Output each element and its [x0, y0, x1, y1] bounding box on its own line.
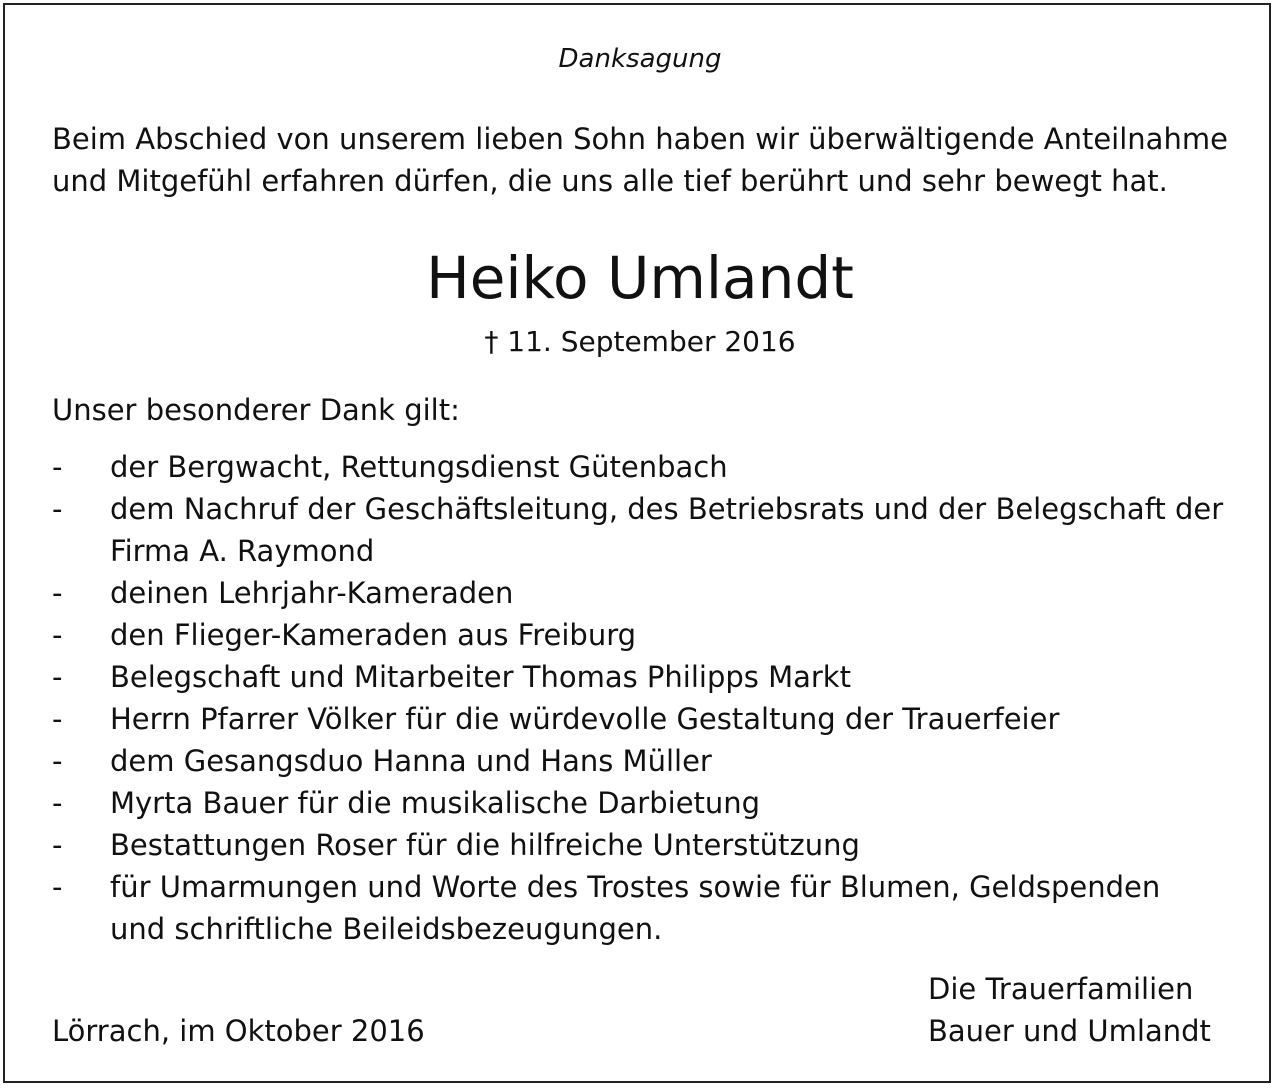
dash-bullet: -: [52, 450, 63, 484]
dash-bullet: -: [52, 576, 63, 610]
thanks-item-line: Myrta Bauer für die musikalische Darbietung: [110, 786, 761, 820]
thanks-item-line: der Bergwacht, Rettungsdienst Gütenbach: [110, 450, 728, 484]
thanks-item: [52, 488, 1242, 572]
thanks-item-line: dem Gesangsduo Hanna und Hans Müller: [110, 744, 712, 778]
place-date: Lörrach, im Oktober 2016: [52, 1014, 425, 1048]
deceased-name: Heiko Umlandt: [426, 244, 854, 312]
dash-bullet: -: [52, 660, 63, 694]
thanks-intro: Unser besonderer Dank gilt:: [52, 393, 460, 427]
death-date: † 11. September 2016: [484, 325, 796, 358]
thanks-item-line: Herrn Pfarrer Völker für die würdevolle Gestaltung der Trauerfeier: [110, 702, 1060, 736]
intro-line-2: und Mitgefühl erfahren dürfen, die uns alle tief berührt und sehr bewegt hat.: [52, 164, 1168, 198]
thanks-item-line: und schriftliche Beileidsbezeugungen.: [110, 912, 663, 946]
thanks-item: [52, 698, 1242, 740]
thanks-item: [52, 572, 1242, 614]
thanks-item-line: Belegschaft und Mitarbeiter Thomas Philipps Markt: [110, 660, 851, 694]
thanks-item: [52, 614, 1242, 656]
thanks-item-line: dem Nachruf der Geschäftsleitung, des Betriebsrats und der Belegschaft der: [110, 492, 1224, 526]
thanks-item-line: Firma A. Raymond: [110, 534, 375, 568]
signature-line-1: Die Trauerfamilien: [928, 972, 1194, 1006]
signature-line-2: Bauer und Umlandt: [928, 1014, 1211, 1048]
dash-bullet: -: [52, 492, 63, 526]
dash-bullet: -: [52, 870, 63, 904]
dash-bullet: -: [52, 828, 63, 862]
thanks-item: [52, 782, 1242, 824]
thanks-item: [52, 740, 1242, 782]
thanks-item: [52, 866, 1242, 950]
notice-heading: Danksagung: [558, 44, 722, 74]
thanks-item-line: Bestattungen Roser für die hilfreiche Unterstützung: [110, 828, 860, 862]
dash-bullet: -: [52, 786, 63, 820]
dash-bullet: -: [52, 744, 63, 778]
intro-line-1: Beim Abschied von unserem lieben Sohn haben wir überwältigende Anteilnahme: [52, 122, 1228, 156]
thanks-item-line: deinen Lehrjahr-Kameraden: [110, 576, 514, 610]
dash-bullet: -: [52, 702, 63, 736]
thanks-item: [52, 656, 1242, 698]
thanks-item-line: den Flieger-Kameraden aus Freiburg: [110, 618, 637, 652]
thanks-list: [52, 446, 1242, 950]
dash-bullet: -: [52, 618, 63, 652]
intro-paragraph: [52, 118, 1232, 202]
thanks-item: [52, 446, 1242, 488]
signature: [928, 968, 1211, 1052]
thanks-item-line: für Umarmungen und Worte des Trostes sowie für Blumen, Geldspenden: [110, 870, 1161, 904]
thanks-item: [52, 824, 1242, 866]
